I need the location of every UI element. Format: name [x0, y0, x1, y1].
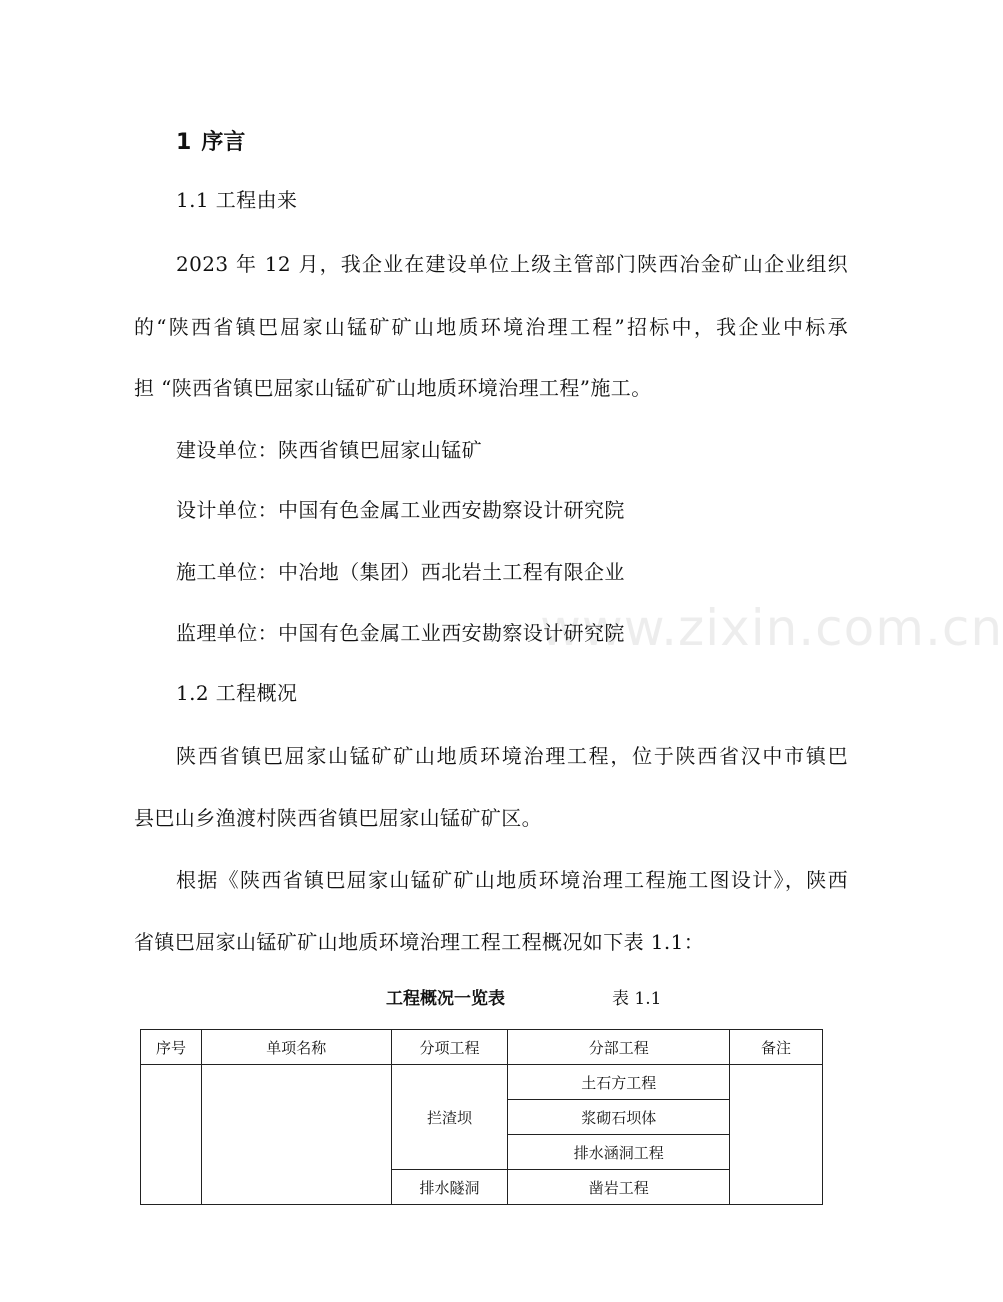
table-row [141, 1065, 823, 1100]
table-number: 表 1.1 [612, 989, 662, 1009]
paragraph-reference-line-1: 根据《陕西省镇巴屈家山锰矿矿山地质环境治理工程施工图设计》，陕西 [176, 868, 848, 892]
paragraph-origin-line-2: 的“陕西省镇巴屈家山锰矿矿山地质环境治理工程”招标中，我企业中标承 [134, 315, 848, 339]
project-overview-table [140, 1029, 823, 1205]
cell-part: 凿岩工程 [508, 1170, 730, 1205]
unit-contractor: 施工单位：中冶地（集团）西北岩土工程有限企业 [176, 560, 625, 584]
table-caption: 工程概况一览表 [386, 989, 505, 1009]
chapter-number: 1 [176, 130, 192, 155]
cell-index [141, 1065, 202, 1205]
chapter-title: 序言 [201, 130, 246, 155]
header-item-name: 单项名称 [201, 1030, 391, 1065]
unit-supervisor: 监理单位：中国有色金属工业西安勘察设计研究院 [176, 621, 625, 645]
header-part: 分部工程 [508, 1030, 730, 1065]
cell-sub-item: 排水隧洞 [391, 1170, 508, 1205]
cell-part: 浆砌石坝体 [508, 1100, 730, 1135]
unit-construction-owner: 建设单位：陕西省镇巴屈家山锰矿 [176, 438, 482, 462]
header-remark: 备注 [730, 1030, 823, 1065]
unit-designer: 设计单位：中国有色金属工业西安勘察设计研究院 [176, 498, 625, 522]
table-header-row [141, 1030, 823, 1065]
cell-sub-item: 拦渣坝 [391, 1065, 508, 1170]
cell-part: 土石方工程 [508, 1065, 730, 1100]
paragraph-reference-line-2: 省镇巴屈家山锰矿矿山地质环境治理工程工程概况如下表 1.1： [134, 930, 705, 954]
section-1-1-title: 1.1 工程由来 [176, 188, 298, 212]
header-sub-item: 分项工程 [391, 1030, 508, 1065]
paragraph-origin-line-1: 2023 年 12 月，我企业在建设单位上级主管部门陕西冶金矿山企业组织 [176, 252, 848, 276]
section-1-2-title: 1.2 工程概况 [176, 681, 298, 705]
cell-item-name [201, 1065, 391, 1205]
watermark: www.zixin.com.cn [540, 599, 1003, 657]
cell-remark [730, 1065, 823, 1205]
cell-part: 排水涵洞工程 [508, 1135, 730, 1170]
paragraph-overview-line-1: 陕西省镇巴屈家山锰矿矿山地质环境治理工程，位于陕西省汉中市镇巴 [176, 744, 848, 768]
paragraph-overview-line-2: 县巴山乡渔渡村陕西省镇巴屈家山锰矿矿区。 [134, 806, 542, 830]
header-index: 序号 [141, 1030, 202, 1065]
paragraph-origin-line-3: 担 “陕西省镇巴屈家山锰矿矿山地质环境治理工程”施工。 [134, 376, 652, 400]
chapter-heading [176, 128, 245, 158]
